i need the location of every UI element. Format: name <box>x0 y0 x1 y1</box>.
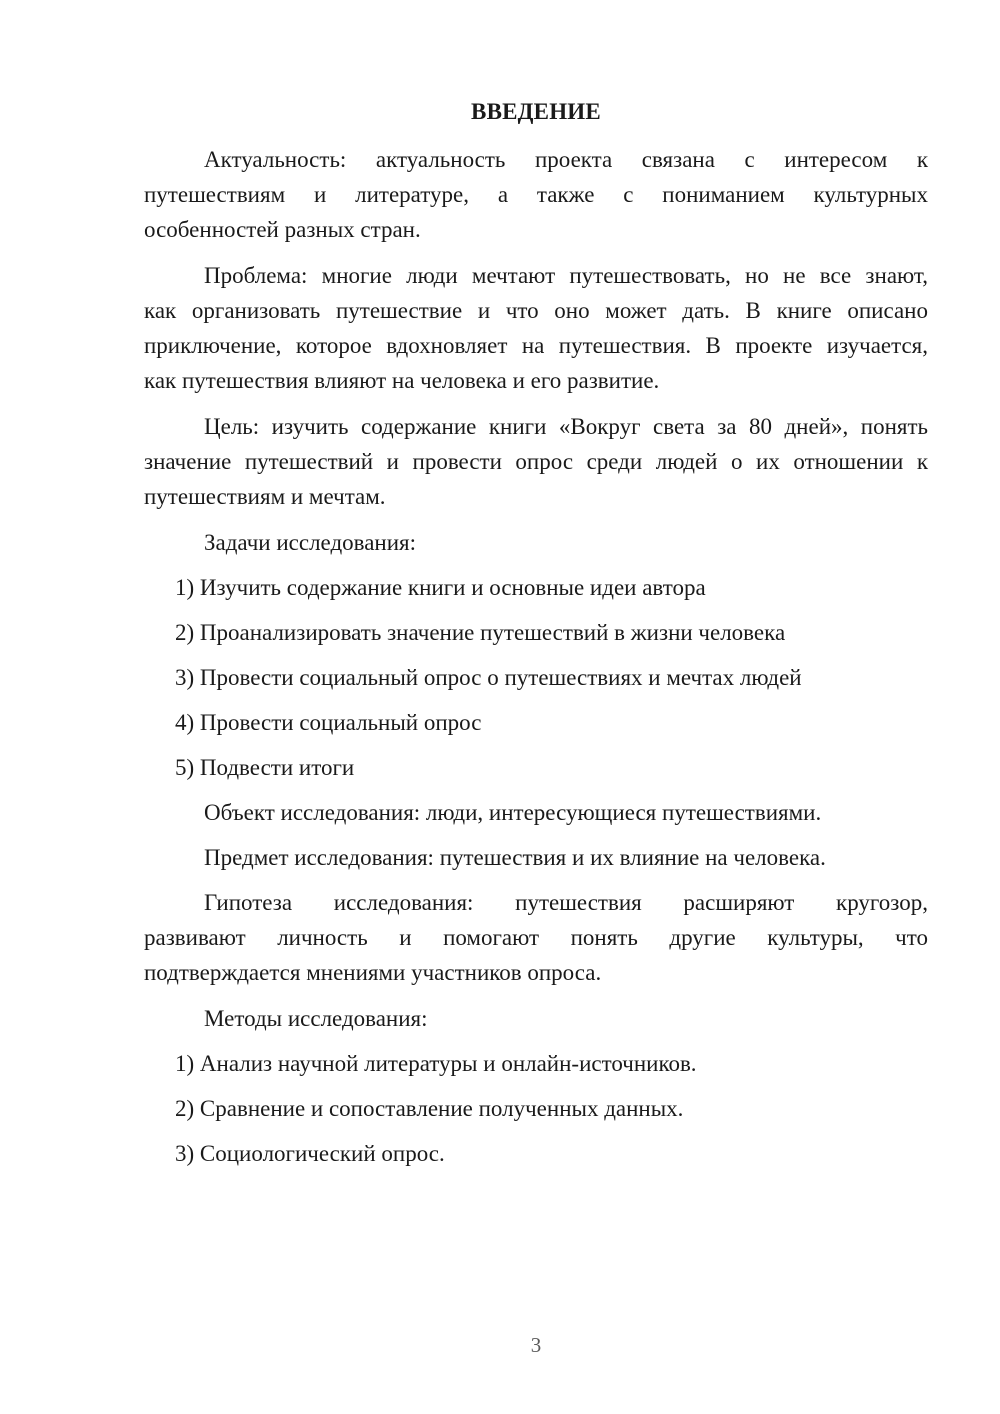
hypothesis-line-3: подтверждается мнениями участников опроса. <box>144 960 602 985</box>
goal-line-1: Цель: изучить содержание книги «Вокруг света за 80 дней», понять <box>204 414 928 439</box>
problem-line-3: приключение, которое вдохновляет на путешествия. В проекте изучается, <box>144 333 928 358</box>
methods-heading: Методы исследования: <box>204 1006 428 1031</box>
relevance-line-2: путешествиям и литературе, а также с пониманием культурных <box>144 182 928 207</box>
problem-line-4: как путешествия влияют на человека и его развитие. <box>144 368 660 393</box>
methods-list <box>144 1046 928 1171</box>
goal-paragraph <box>144 409 928 514</box>
document-body <box>144 142 928 1181</box>
relevance-paragraph <box>144 142 928 247</box>
method-item-2: 2) Сравнение и сопоставление полученных данных. <box>175 1096 684 1121</box>
task-item-4: 4) Провести социальный опрос <box>175 710 482 735</box>
page-title: ВВЕДЕНИЕ <box>471 99 601 124</box>
relevance-line-1: Актуальность: актуальность проекта связана с интересом к <box>204 147 928 172</box>
hypothesis-line-2: развивают личность и помогают понять другие культуры, что <box>144 925 928 950</box>
task-item-5: 5) Подвести итоги <box>175 755 355 780</box>
hypothesis-line-1: Гипотеза исследования: путешествия расширяют кругозор, <box>204 890 928 915</box>
problem-line-1: Проблема: многие люди мечтают путешествовать, но не все знают, <box>204 263 928 288</box>
task-item-1: 1) Изучить содержание книги и основные идеи автора <box>175 575 706 600</box>
goal-line-2: значение путешествий и провести опрос среди людей о их отношении к <box>144 449 928 474</box>
page-number: 3 <box>530 1333 542 1357</box>
hypothesis-paragraph <box>144 885 928 990</box>
problem-paragraph <box>144 258 928 398</box>
research-object: Объект исследования: люди, интересующиеся путешествиями. <box>204 800 822 825</box>
research-subject: Предмет исследования: путешествия и их влияние на человека. <box>204 845 826 870</box>
relevance-line-3: особенностей разных стран. <box>144 217 421 242</box>
tasks-list <box>144 570 928 785</box>
task-item-2: 2) Проанализировать значение путешествий в жизни человека <box>175 620 786 645</box>
task-item-3: 3) Провести социальный опрос о путешествиях и мечтах людей <box>175 665 802 690</box>
tasks-heading: Задачи исследования: <box>204 530 417 555</box>
method-item-3: 3) Социологический опрос. <box>175 1141 445 1166</box>
goal-line-3: путешествиям и мечтам. <box>144 484 386 509</box>
problem-line-2: как организовать путешествие и что оно может дать. В книге описано <box>144 298 928 323</box>
method-item-1: 1) Анализ научной литературы и онлайн-источников. <box>175 1051 697 1076</box>
